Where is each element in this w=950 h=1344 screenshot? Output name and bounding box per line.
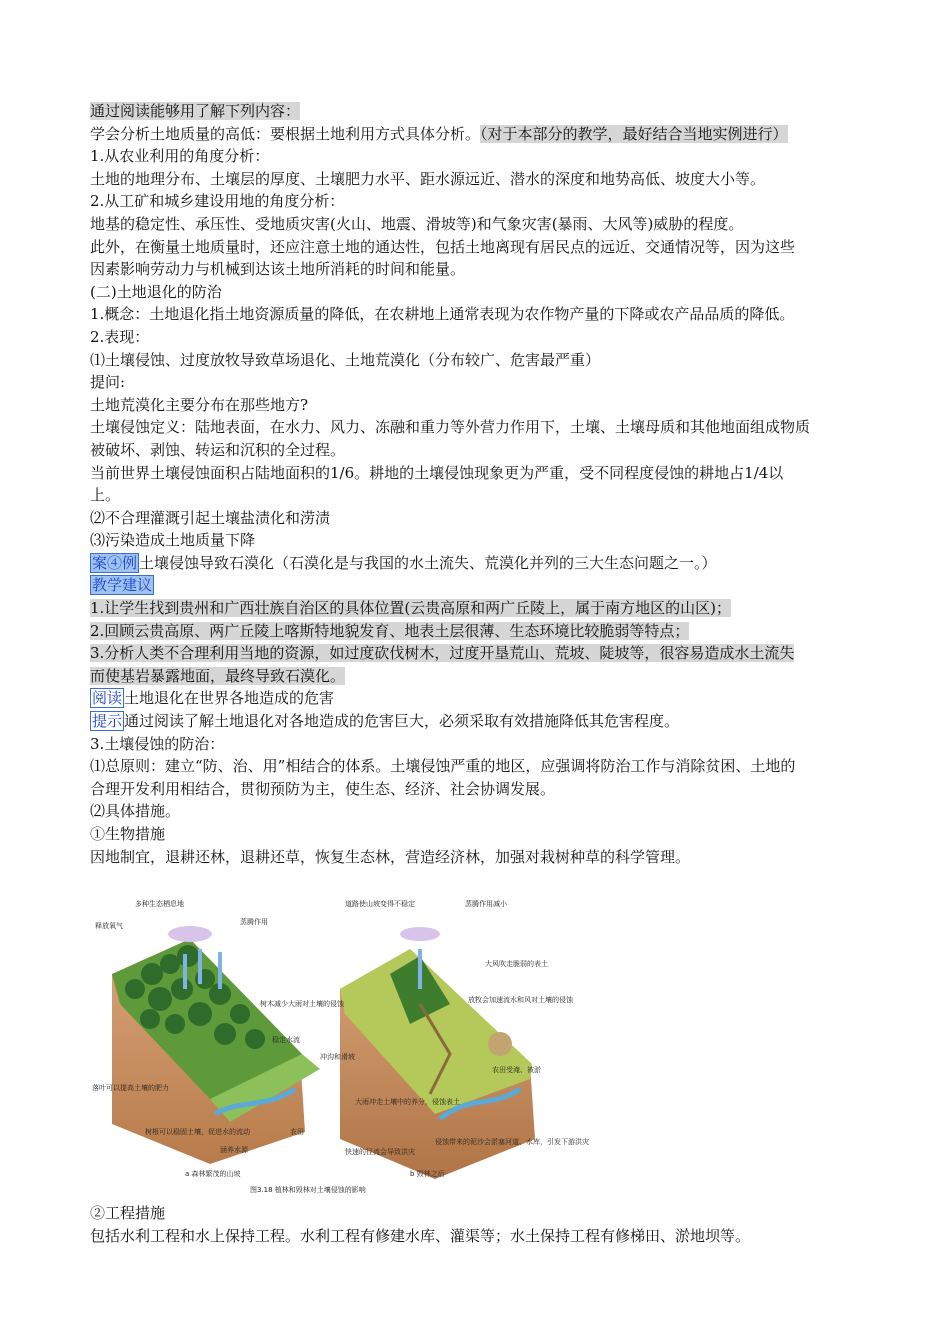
text-line: 因素影响劳动力与机械到达该土地所消耗的时间和能量。 bbox=[90, 260, 466, 279]
label: 冲沟和滑坡 bbox=[320, 1053, 355, 1062]
text-line: 2.回顾云贵高原、两广丘陵上喀斯特地貌发育、地表土层很薄、生态环境比较脆弱等特点； bbox=[90, 621, 690, 640]
figure-caption: 图3.18 植林和毁林对土壤侵蚀的影响 bbox=[250, 1186, 366, 1195]
erosion-illustration bbox=[90, 894, 589, 1195]
label: 多种生态栖息地 bbox=[135, 900, 184, 909]
text-line: 合理开发利用相结合，贯彻预防为主，使生态、经济、社会协调发展。 bbox=[90, 779, 556, 798]
hint-tag: 提示 bbox=[92, 712, 123, 731]
section-heading: (二)土地退化的防治 bbox=[90, 282, 222, 301]
label: 释放氧气 bbox=[95, 922, 123, 931]
label: 大雨冲走土壤中的养分，侵蚀表土 bbox=[355, 1098, 460, 1107]
reading-tag: 阅读 bbox=[92, 689, 123, 708]
right-subfigure-title: b 毁林之后 bbox=[410, 1170, 445, 1179]
text-line: ⑶污染造成土地质量下降 bbox=[90, 531, 256, 550]
text-line: 阅读 土地退化在世界各地造成的危害 bbox=[92, 689, 335, 708]
text-line: 此外，在衡量土地质量时，还应注意土地的通达性，包括土地离现有居民点的远近、交通情况等，因为这些 bbox=[90, 237, 796, 256]
label: 树根可以稳固土壤，促进水的流动 bbox=[145, 1128, 250, 1137]
label: 落叶可以提高土壤的肥力 bbox=[92, 1084, 169, 1093]
text-line: 3.分析人类不合理利用当地的资源，如过度砍伐树木，过度开垦荒山、荒坡、陡坡等，很容易造成水土流失 bbox=[90, 644, 795, 663]
text-line: 3.土壤侵蚀的防治： bbox=[90, 734, 225, 753]
text-line: 2.表现： bbox=[90, 327, 150, 346]
text-line: 土地的地理分布、土壤层的厚度、土壤肥力水平、距水源远近、潜水的深度和地势高低、坡度大小等。 bbox=[90, 169, 766, 188]
text-line bbox=[90, 100, 870, 123]
text-line: 提问: bbox=[90, 373, 126, 392]
text-line: 土地荒漠化主要分布在那些地方? bbox=[90, 395, 309, 414]
text-line: ①生物措施 bbox=[90, 825, 166, 843]
document-body bbox=[90, 100, 870, 1247]
label: 稳定水流 bbox=[272, 1036, 300, 1045]
text-line: 而使基岩暴露地面，最终导致石漠化。 bbox=[90, 666, 346, 685]
teaching-tag: 教学建议 bbox=[92, 576, 153, 595]
heading-line: 1.从农业利用的角度分析： bbox=[90, 147, 270, 166]
text-line: ⑴总原则：建立“防、治、用”相结合的体系。土壤侵蚀严重的地区，应强调将防治工作与消除贫困、土地的 bbox=[90, 757, 796, 776]
label: 道路使山坡变得不稳定 bbox=[345, 900, 415, 909]
highlighted-text: 通过阅读能够用了解下列内容： bbox=[90, 102, 301, 120]
text-line: 包括水利工程和水上保持工程。水利工程有修建水库、灌渠等；水土保持工程有修梯田、淤地坝等。 bbox=[90, 1226, 751, 1245]
text-line: 学会分析土地质量的高低：要根据土地利用方式具体分析。（对于本部分的教学，最好结合当地实例进行） bbox=[90, 124, 788, 143]
case-tag: 案④例 bbox=[92, 553, 138, 572]
label: 快速的径流会导致洪灾 bbox=[345, 1148, 415, 1157]
text-line: 1.让学生找到贵州和广西壮族自治区的具体位置(云贵高原和两广丘陵上，属于南方地区的山区)； bbox=[90, 599, 732, 618]
label: 放牧会加速流水和风对土壤的侵蚀 bbox=[468, 996, 573, 1005]
text-line: 案④例 土壤侵蚀导致石漠化（石漠化是与我国的水土流失、荒漠化并列的三大生态问题之一。） bbox=[92, 553, 717, 572]
label: 树木减少大雨对土壤的侵蚀 bbox=[260, 1000, 344, 1009]
text-line: ⑵具体措施。 bbox=[90, 802, 181, 821]
text-line: 因地制宜，退耕还林，退耕还草，恢复生态林，营造经济林，加强对栽树种草的科学管理。 bbox=[90, 847, 691, 866]
label: 涵养水源 bbox=[220, 1146, 248, 1155]
text-line: 被破坏、剥蚀、转运和沉积的全过程。 bbox=[90, 440, 346, 459]
text-line: 地基的稳定性、承压性、受地质灾害(火山、地震、滑坡等)和气象灾害(暴雨、大风等)威胁的程度。 bbox=[90, 214, 744, 233]
text-line: 土壤侵蚀定义：陆地表面，在水力、风力、冻融和重力等外营力作用下，土壤、土壤母质和其他地面组成物质 bbox=[90, 418, 811, 437]
text-line: ②工程措施 bbox=[90, 1204, 166, 1223]
label: 农田 bbox=[290, 1128, 304, 1137]
label: 农田受淹、被淤 bbox=[492, 1066, 541, 1075]
label: 蒸腾作用 bbox=[240, 918, 268, 927]
text-line: ⑴土壤侵蚀、过度放牧导致草场退化、土地荒漠化（分布较广、危害最严重） bbox=[90, 350, 601, 369]
text-line: ⑵不合理灌溉引起土壤盐渍化和涝渍 bbox=[90, 508, 331, 527]
left-subfigure-title: a 森林繁茂的山坡 bbox=[185, 1170, 241, 1179]
label: 侵蚀带来的泥沙会淤塞河道、水库，引发下游洪灾 bbox=[435, 1138, 589, 1147]
label: 大风吹走脆弱的表土 bbox=[485, 960, 548, 969]
text-line bbox=[90, 574, 870, 597]
text-line: 1.概念：土地退化指土地资源质量的降低，在农耕地上通常表现为农作物产量的下降或农产品品质的降低。 bbox=[90, 305, 795, 324]
erosion-figure bbox=[90, 894, 589, 1195]
highlighted-text: （对于本部分的教学，最好结合当地实例进行） bbox=[480, 124, 788, 143]
text-line: 当前世界土壤侵蚀面积占陆地面积的1/6。耕地的土壤侵蚀现象更为严重，受不同程度侵蚀的耕地占1/4以 bbox=[90, 463, 784, 482]
text-line: 上。 bbox=[90, 486, 121, 505]
label: 蒸腾作用减小 bbox=[465, 900, 507, 909]
heading-line: 2.从工矿和城乡建设用地的角度分析： bbox=[90, 192, 345, 211]
text-line: 提示 通过阅读了解土地退化对各地造成的危害巨大，必须采取有效措施降低其危害程度。 bbox=[92, 712, 680, 731]
